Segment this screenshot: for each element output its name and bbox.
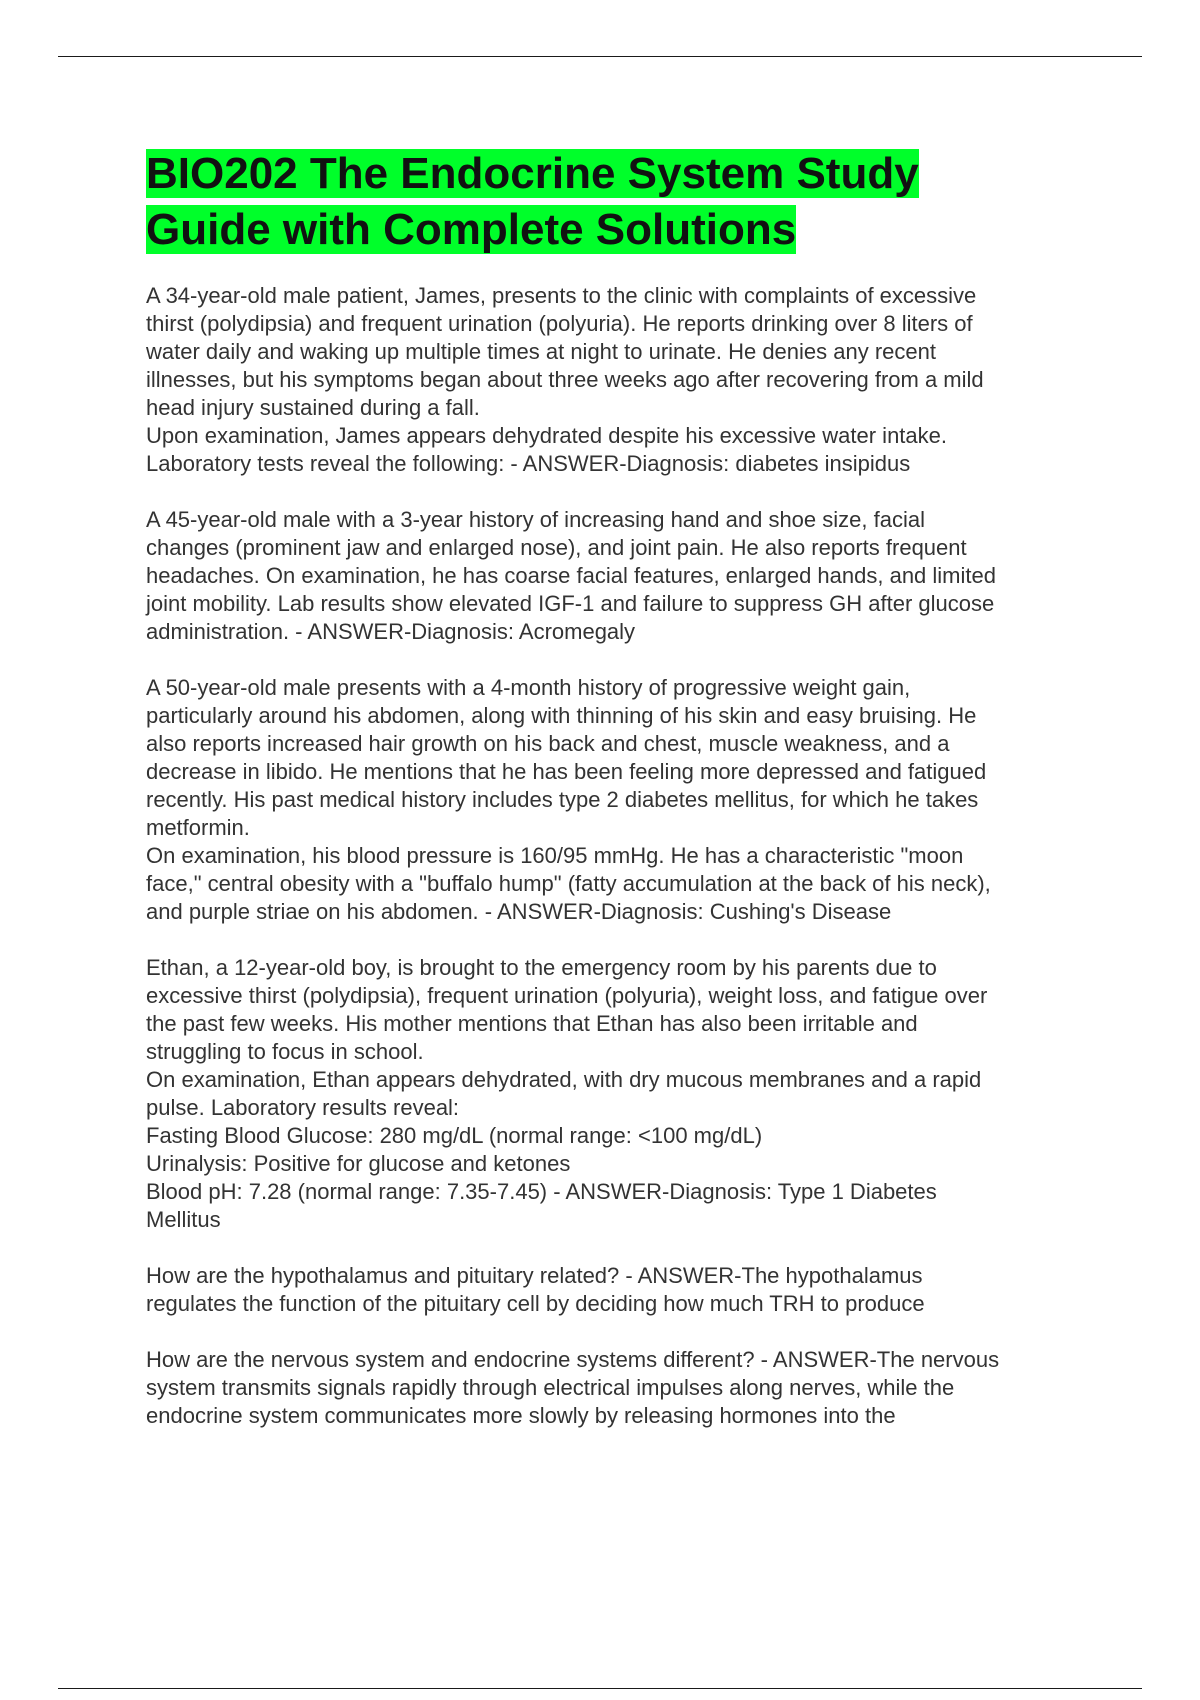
- text-line: head injury sustained during a fall.: [146, 395, 480, 420]
- text-line: On examination, his blood pressure is 160/95 mmHg. He has a characteristic "moon: [146, 843, 964, 868]
- text-line: struggling to focus in school.: [146, 1039, 424, 1064]
- text-line: On examination, Ethan appears dehydrated, with dry mucous membranes and a rapid: [146, 1067, 982, 1092]
- text-line: excessive thirst (polydipsia), frequent urination (polyuria), weight loss, and fatigue over: [146, 983, 988, 1008]
- text-line: water daily and waking up multiple times at night to urinate. He denies any recent: [146, 339, 936, 364]
- text-line: Ethan, a 12-year-old boy, is brought to the emergency room by his parents due to: [146, 955, 937, 980]
- qa-block: [146, 506, 1096, 646]
- text-line: thirst (polydipsia) and frequent urination (polyuria). He reports drinking over 8 liters of: [146, 311, 973, 336]
- text-line: Urinalysis: Positive for glucose and ketones: [146, 1151, 571, 1176]
- question-list: [146, 282, 1096, 1430]
- text-line: decrease in libido. He mentions that he has been feeling more depressed and fatigued: [146, 759, 987, 784]
- qa-block: [146, 1346, 1096, 1430]
- text-line: system transmits signals rapidly through electrical impulses along nerves, while the: [146, 1375, 955, 1400]
- title-line-2: Guide with Complete Solutions: [146, 205, 797, 254]
- text-line: regulates the function of the pituitary cell by deciding how much TRH to produce: [146, 1291, 925, 1316]
- text-line: A 34-year-old male patient, James, presents to the clinic with complaints of excessive: [146, 283, 977, 308]
- text-line: joint mobility. Lab results show elevated IGF-1 and failure to suppress GH after glucose: [146, 591, 995, 616]
- page-title: [146, 146, 1096, 258]
- qa-block: [146, 954, 1096, 1234]
- text-line: Blood pH: 7.28 (normal range: 7.35-7.45) - ANSWER-Diagnosis: Type 1 Diabetes: [146, 1179, 937, 1204]
- text-line: and purple striae on his abdomen. - ANSWER-Diagnosis: Cushing's Disease: [146, 899, 892, 924]
- qa-block: [146, 1262, 1096, 1318]
- text-line: particularly around his abdomen, along with thinning of his skin and easy bruising. He: [146, 703, 977, 728]
- text-line: metformin.: [146, 815, 250, 840]
- text-line: Mellitus: [146, 1207, 221, 1232]
- qa-block: [146, 674, 1096, 926]
- text-line: pulse. Laboratory results reveal:: [146, 1095, 460, 1120]
- top-rule: [58, 56, 1142, 57]
- text-line: A 50-year-old male presents with a 4-month history of progressive weight gain,: [146, 675, 911, 700]
- text-line: recently. His past medical history includes type 2 diabetes mellitus, for which he takes: [146, 787, 979, 812]
- text-line: How are the hypothalamus and pituitary related? - ANSWER-The hypothalamus: [146, 1263, 923, 1288]
- text-line: also reports increased hair growth on his back and chest, muscle weakness, and a: [146, 731, 950, 756]
- text-line: changes (prominent jaw and enlarged nose), and joint pain. He also reports frequent: [146, 535, 967, 560]
- text-line: Fasting Blood Glucose: 280 mg/dL (normal range: <100 mg/dL): [146, 1123, 763, 1148]
- text-line: A 45-year-old male with a 3-year history of increasing hand and shoe size, facial: [146, 507, 925, 532]
- qa-block: [146, 282, 1096, 478]
- text-line: the past few weeks. His mother mentions that Ethan has also been irritable and: [146, 1011, 918, 1036]
- text-line: Laboratory tests reveal the following: - ANSWER-Diagnosis: diabetes insipidus: [146, 451, 911, 476]
- text-line: headaches. On examination, he has coarse facial features, enlarged hands, and limited: [146, 563, 996, 588]
- text-line: illnesses, but his symptoms began about three weeks ago after recovering from a mild: [146, 367, 984, 392]
- text-line: administration. - ANSWER-Diagnosis: Acromegaly: [146, 619, 636, 644]
- bottom-rule: [58, 1688, 1142, 1689]
- text-line: face," central obesity with a "buffalo hump" (fatty accumulation at the back of his neck),: [146, 871, 991, 896]
- text-line: How are the nervous system and endocrine systems different? - ANSWER-The nervous: [146, 1347, 1000, 1372]
- text-line: endocrine system communicates more slowly by releasing hormones into the: [146, 1403, 896, 1428]
- document-body: [146, 146, 1096, 1458]
- title-line-1: BIO202 The Endocrine System Study: [146, 149, 919, 198]
- text-line: Upon examination, James appears dehydrated despite his excessive water intake.: [146, 423, 948, 448]
